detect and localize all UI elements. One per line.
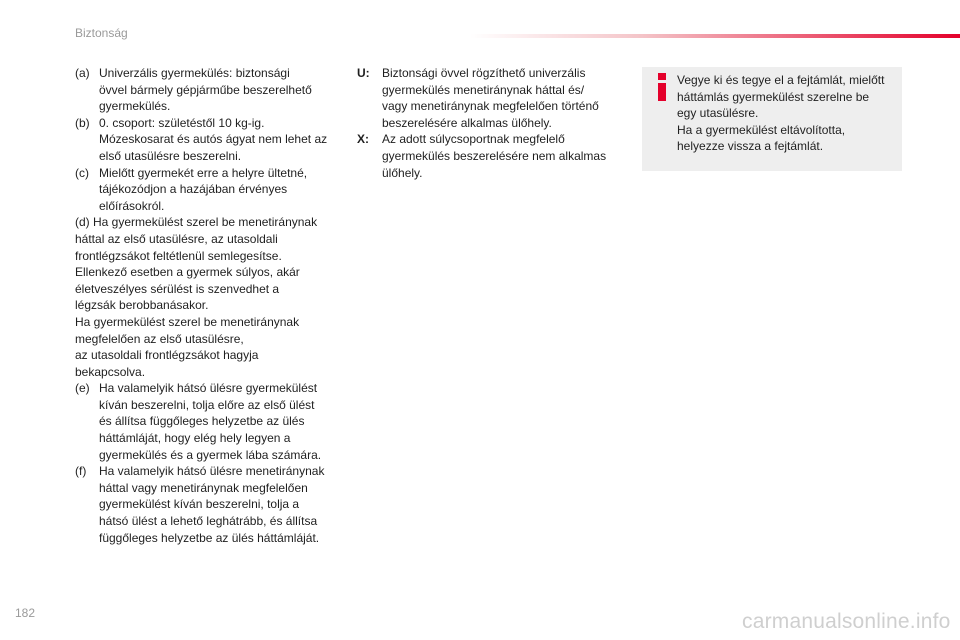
middle-column bbox=[357, 65, 612, 181]
item-marker: (b) bbox=[75, 115, 90, 130]
list-item-f bbox=[75, 463, 345, 546]
info-text: Vegye ki és tegye el a fejtámlát, mielőtt háttámlás gyermekülést szerelne be egy utasülésre. Ha a gyermekülést eltávolította, helyezze vissza a fejtámlát. bbox=[677, 73, 885, 154]
list-item-a bbox=[75, 65, 345, 115]
info-icon bbox=[657, 73, 667, 101]
item-text: (d) Ha gyermekülést szerel be menetiránynak háttal az első utasülésre, az utasoldali frontlégzsákot feltétlenül semlegesítse. Ellenkező esetben a gyermek súlyos, akár életveszélyes sérülést is szenvedhet a légzsák berobbanásakor. Ha gyermekülést szerel be menetiránynak megfelelően az első utasülésre, az utasoldali frontlégzsákot hagyja bekapcsolva. bbox=[75, 215, 318, 379]
item-text: Univerzális gyermekülés: biztonsági övvel bármely gépjárműbe beszerelhető gyermekülés. bbox=[99, 66, 312, 114]
list-item-b bbox=[75, 115, 345, 165]
item-text: Ha valamelyik hátsó ülésre gyermekülést kíván beszerelni, tolja előre az első ülést és állítsa függőleges helyzetbe az ülés háttámláját, hogy elég hely legyen a gyermekülés és a gyermek lába számára. bbox=[99, 381, 322, 462]
page-number: 182 bbox=[15, 606, 36, 620]
list-item-d bbox=[75, 214, 345, 380]
item-text: 0. csoport: születéstől 10 kg-ig. Mózeskosarat és autós ágyat nem lehet az első utasülésre beszerelni. bbox=[99, 115, 328, 163]
item-marker: (a) bbox=[75, 66, 90, 80]
definition-text: Biztonsági övvel rögzíthető univerzális gyermekülés menetiránynak háttal és/ vagy menetiránynak megfelelően történő beszerelésére alkalmas ülőhely. bbox=[382, 66, 599, 130]
definition-key: X: bbox=[357, 132, 369, 147]
info-box bbox=[642, 67, 902, 171]
item-marker: (c) bbox=[75, 165, 89, 180]
left-column bbox=[75, 65, 345, 546]
item-marker: (e) bbox=[75, 381, 90, 396]
definition-u bbox=[357, 65, 612, 131]
item-text: Ha valamelyik hátsó ülésre menetiránynak háttal vagy menetiránynak megfelelően gyermekülést kíván beszerelni, tolja a hátsó ülést a lehető leghátrább, és állítsa függőleges helyzetbe az ülés háttámláját. bbox=[99, 464, 325, 545]
header-accent-line bbox=[470, 34, 960, 38]
section-title: Biztonság bbox=[75, 26, 128, 40]
item-text: Mielőtt gyermekét erre a helyre ültetné, tájékozódjon a hazájában érvényes előírásokról. bbox=[99, 165, 308, 213]
list-item-e bbox=[75, 380, 345, 463]
watermark: carmanualsonline.info bbox=[742, 610, 951, 633]
definition-text: Az adott súlycsoportnak megfelelő gyermekülés beszerelésére nem alkalmas ülőhely. bbox=[382, 132, 607, 180]
definition-key: U: bbox=[357, 66, 370, 80]
definition-x bbox=[357, 131, 612, 181]
item-marker: (f) bbox=[75, 464, 87, 479]
list-item-c bbox=[75, 165, 345, 215]
